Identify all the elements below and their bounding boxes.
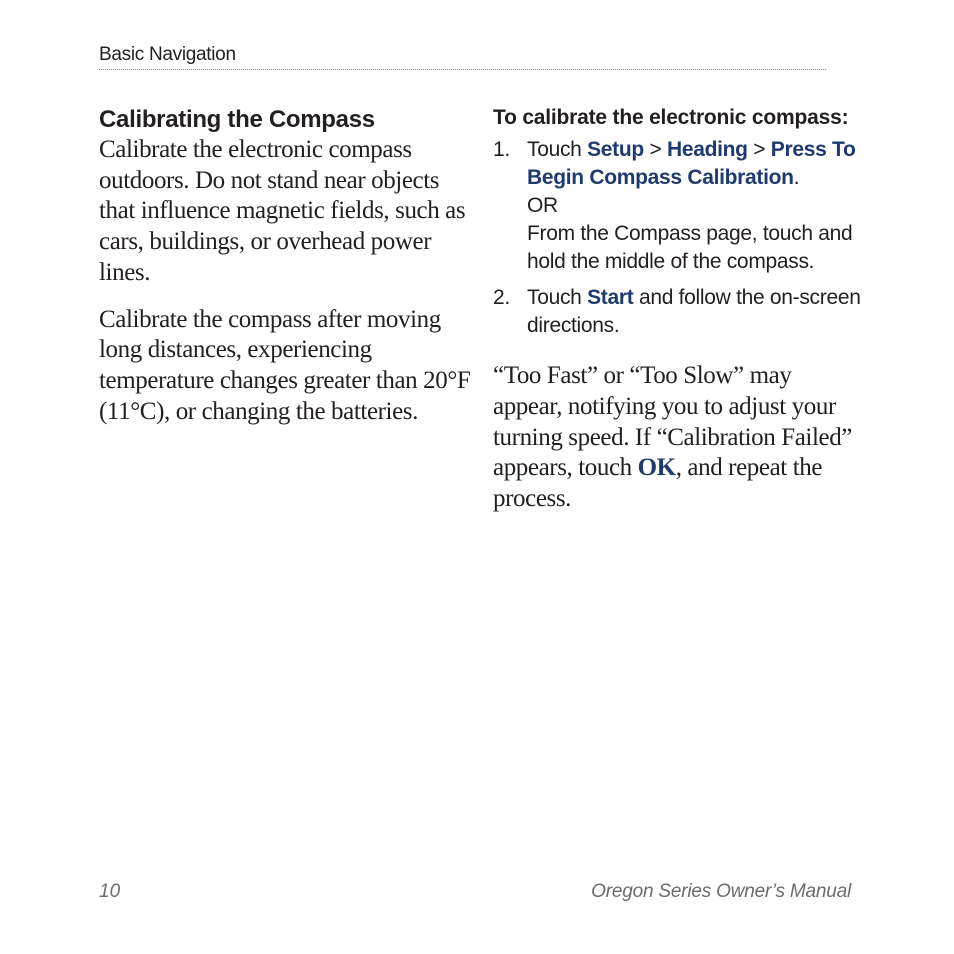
alternate-instruction: From the Compass page, touch and hold the middle of the compass.: [527, 222, 853, 273]
step-number: 2.: [493, 286, 510, 309]
right-column: [493, 104, 861, 515]
page-number: 10: [99, 881, 121, 902]
running-header: Basic Navigation: [99, 44, 236, 65]
when-to-calibrate-paragraph: Calibrate the compass after moving long distances, experiencing temperature changes greater than 20°F (11°C), or changing the batteries.: [99, 305, 471, 425]
calibration-option-label: Press To Begin Compass Calibration: [527, 138, 856, 189]
ok-button-label: OK: [637, 454, 676, 482]
step-text: and follow the on-screen directions.: [527, 286, 861, 337]
heading-menu-label: Heading: [666, 138, 748, 161]
note-text: , and repeat the process.: [493, 454, 823, 513]
step-text: Touch: [527, 286, 588, 309]
procedure-steps: [493, 136, 861, 340]
manual-title: Oregon Series Owner’s Manual: [591, 881, 851, 902]
menu-separator: >: [747, 138, 771, 161]
header-dotted-rule: [99, 69, 826, 70]
start-button-label: Start: [587, 286, 634, 309]
step-period: .: [793, 166, 800, 189]
procedure-heading: To calibrate the electronic compass:: [493, 106, 849, 129]
calibration-note-paragraph: [493, 361, 861, 515]
or-text: OR: [527, 194, 558, 217]
setup-menu-label: Setup: [587, 138, 644, 161]
step-number: 1.: [493, 138, 510, 161]
step-2: [493, 284, 861, 340]
step-1: [493, 136, 861, 276]
left-column: [99, 104, 471, 427]
intro-paragraph: Calibrate the electronic compass outdoors. Do not stand near objects that influence magnetic fields, such as cars, buildings, or overhead power lines.: [99, 136, 466, 286]
menu-separator: >: [643, 138, 667, 161]
note-text: “Too Fast” or “Too Slow” may appear, notifying you to adjust your turning speed. If “Calibration Failed” appears, touch: [493, 362, 852, 482]
step-text: Touch: [527, 138, 588, 161]
section-heading: Calibrating the Compass: [99, 106, 375, 133]
